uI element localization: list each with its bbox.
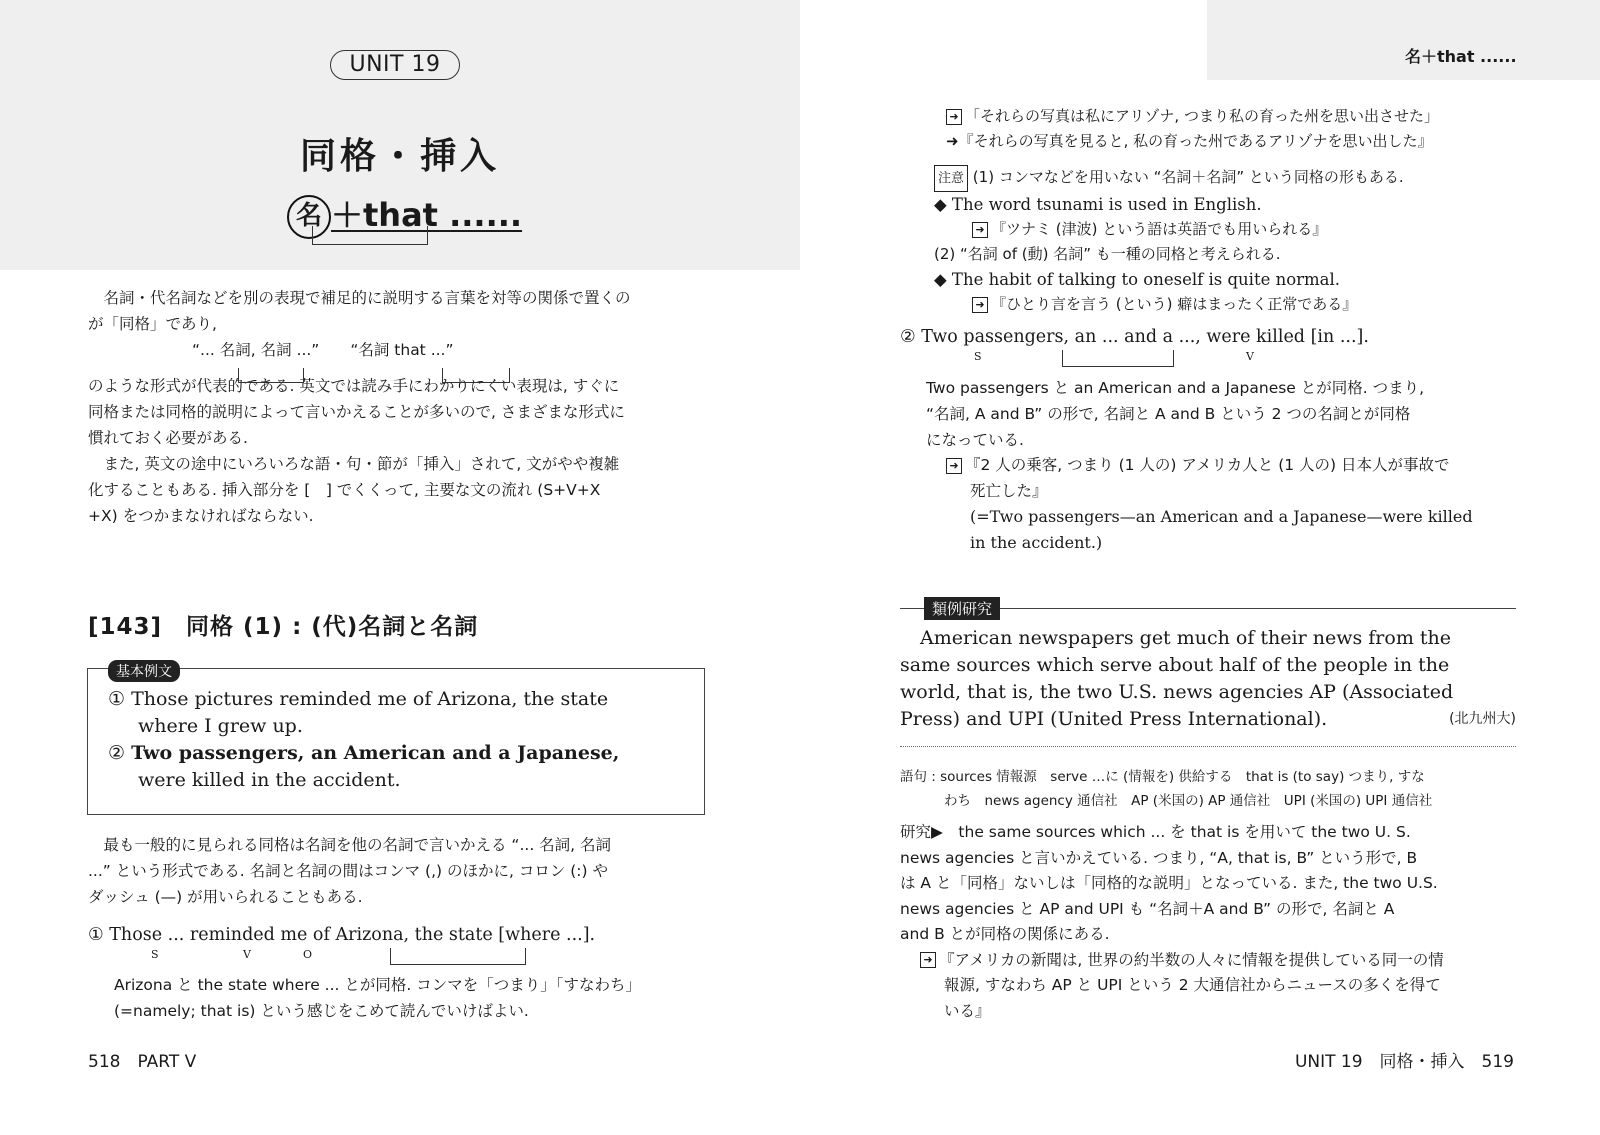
analysis-note-line: Arizona と the state where ... とが同格. コンマを「つまり」「すなわち」 xyxy=(114,976,641,994)
unit-label: UNIT 19 xyxy=(330,50,460,80)
intro-line: 名詞・代名詞などを別の表現で補足的に説明する言葉を対等の関係で置くの xyxy=(103,289,631,307)
note-section xyxy=(934,165,1524,317)
note-line: (1) コンマなどを用いない “名詞＋名詞” という同格の形もある. xyxy=(972,168,1404,186)
running-head: 名＋that ...... xyxy=(1405,47,1517,66)
study-translation-line: 『アメリカの新聞は, 世界の約半数の人々に情報を提供している同一の情 xyxy=(939,950,1444,969)
analysis-label-s: S xyxy=(151,948,159,961)
note-line: (2) “名詞 of (動) 名詞” も一種の同格と考えられる. xyxy=(934,245,1281,263)
arrow-box-icon: ➜ xyxy=(920,952,936,968)
note-translation: 『ひとり言を言う (という) 癖はまったく正常である』 xyxy=(991,295,1358,313)
arrow-box-icon: ➜ xyxy=(972,297,988,313)
rui-label: 類例研究 xyxy=(924,597,1000,620)
translation-line: 「それらの写真は私にアリゾナ, つまり私の育った州を思い出させた」 xyxy=(965,107,1439,125)
example-line: Two passengers, an American and a Japanese, xyxy=(131,742,620,764)
analysis-note-1 xyxy=(114,972,706,1024)
right-page xyxy=(800,0,1600,1135)
study-translation-line: 報源, すなわち AP と UPI という 2 大通信社からニュースの多くを得て xyxy=(944,976,1441,994)
example-item xyxy=(108,740,688,794)
example-line: were killed in the accident. xyxy=(138,769,401,791)
vocab xyxy=(900,765,1516,813)
intro-line: が「同格」であり, xyxy=(88,315,217,333)
page-footer-left: 518 PART V xyxy=(88,1052,197,1072)
study xyxy=(900,820,1516,1024)
translation-line: 『2 人の乗客, つまり (1 人の) アメリカ人と (1 人の) 日本人が事故で xyxy=(965,456,1450,474)
note-translation: 『ツナミ (津波) という語は英語でも用いられる』 xyxy=(991,220,1328,238)
example-line: Those pictures reminded me of Arizona, the state xyxy=(131,688,609,710)
study-line: news agencies と AP and UPI も “名詞＋A and B” の形で, 名詞と A xyxy=(900,899,1395,918)
intro-line: 化することもある. 挿入部分を [ ] でくくって, 主要な文の流れ (S+V+X xyxy=(88,481,601,499)
analysis-note-line: Two passengers と an American and a Japanese とが同格. つまり, xyxy=(926,379,1425,397)
noun-circle-icon: 名 xyxy=(287,195,331,239)
arrow-box-icon: ➜ xyxy=(946,458,962,474)
study-translation-line: いる』 xyxy=(944,1001,991,1020)
rui-line: same sources which serve about half of the people in the xyxy=(900,654,1450,676)
rui-divider xyxy=(900,746,1516,747)
analysis-line-1: ① Those ... reminded me of Arizona, the state [where ...]. xyxy=(88,925,596,945)
study-line: 研究▶ the same sources which ... を that is を用いて the two U. S. xyxy=(900,823,1411,841)
analysis-label-o: O xyxy=(303,948,313,961)
intro-paragraph xyxy=(88,285,704,529)
subtitle-bracket xyxy=(312,226,428,245)
arrow-box-icon: ➜ xyxy=(946,109,962,125)
unit-title: 同格・挿入 xyxy=(299,136,500,177)
study-line: and B とが同格の関係にある. xyxy=(900,925,1110,943)
formula-bracket-2 xyxy=(442,368,510,383)
explain-line: 最も一般的に見られる同格は名詞を他の名詞で言いかえる “... 名詞, 名詞 xyxy=(103,836,612,854)
translation-line: (=Two passengers—an American and a Japanese—were killed xyxy=(970,507,1473,526)
rui-line: world, that is, the two U.S. news agencies AP (Associated xyxy=(900,681,1454,703)
vocab-line: わち news agency 通信社 AP (米国の) AP 通信社 UPI (米国の) UPI 通信社 xyxy=(944,793,1433,809)
arrow-box-icon: ➜ xyxy=(972,222,988,238)
translation-2 xyxy=(946,452,1522,556)
example-box-label: 基本例文 xyxy=(108,660,180,682)
running-head-band xyxy=(1207,0,1600,80)
rui-source: (北九州大) xyxy=(1449,711,1516,727)
vocab-line: 語句 : sources 情報源 serve …に (情報を) 供給する that is (to say) つまり, すな xyxy=(900,769,1425,785)
page-footer-right: UNIT 19 同格・挿入 519 xyxy=(1294,1052,1514,1072)
analysis2-label-s: S xyxy=(974,350,982,363)
translation-1 xyxy=(946,104,1526,154)
rui-text xyxy=(900,625,1516,733)
analysis2-label-v: V xyxy=(1246,350,1254,363)
analysis-note-line: になっている. xyxy=(926,431,1024,449)
example-num: ② xyxy=(108,742,126,764)
analysis-line-2: ② Two passengers, an ... and a ..., were killed [in ...]. xyxy=(900,327,1369,347)
translation-line: in the accident.) xyxy=(970,533,1103,552)
analysis-label-v: V xyxy=(243,948,251,961)
example-line: where I grew up. xyxy=(138,715,303,737)
intro-line: のような形式が代表的である. 英文では読み手にわかりにくい表現は, すぐに xyxy=(88,377,620,395)
subtitle-rest: ＋that ...... xyxy=(331,196,523,234)
translation-line: ➜『それらの写真を見ると, 私の育った州であるアリゾナを思い出した』 xyxy=(946,132,1433,150)
analysis-note-2 xyxy=(926,375,1522,453)
intro-line: また, 英文の途中にいろいろな語・句・節が「挿入」されて, 文がやや複雑 xyxy=(103,455,620,473)
note-label: 注意 xyxy=(934,165,968,192)
study-line: news agencies と言いかえている. つまり, “A, that is, B” という形で, B xyxy=(900,848,1418,867)
intro-line: 同格または同格的説明によって言いかえることが多いので, さまざまな形式に xyxy=(88,403,625,421)
section-title: [143] 同格 (1) : (代)名詞と名詞 xyxy=(88,614,479,640)
note-example: ◆ The word tsunami is used in English. xyxy=(934,195,1262,214)
rui-line: American newspapers get much of their news from the xyxy=(920,627,1451,649)
example-item xyxy=(108,686,688,740)
analysis-note-line: (=namely; that is) という感じをこめて読んでいけばよい. xyxy=(114,1002,529,1020)
intro-formula: “... 名詞, 名詞 ...” “名詞 that ...” xyxy=(192,341,454,359)
example-num: ① xyxy=(108,688,126,710)
analysis-note-line: “名詞, A and B” の形で, 名詞と A and B という 2 つの名詞とが同格 xyxy=(926,405,1411,423)
example-list xyxy=(108,686,688,794)
translation-line: 死亡した』 xyxy=(970,482,1048,500)
intro-line: +X) をつかまなければならない. xyxy=(88,507,314,525)
analysis-bracket-1 xyxy=(390,948,526,965)
analysis2-bracket xyxy=(1062,350,1174,367)
note-example: ◆ The habit of talking to oneself is quite normal. xyxy=(934,270,1341,289)
study-line: は A と「同格」ないしは「同格的な説明」となっている. また, the two U.S. xyxy=(900,874,1438,892)
formula-bracket-1 xyxy=(238,368,304,383)
explain-paragraph xyxy=(88,832,704,910)
explain-line: ...” という形式である. 名詞と名詞の間はコンマ (,) のほかに, コロン (:) や xyxy=(88,862,608,880)
rui-line: Press) and UPI (United Press International). xyxy=(900,708,1328,730)
intro-line: 慣れておく必要がある. xyxy=(88,429,248,447)
explain-line: ダッシュ (—) が用いられることもある. xyxy=(88,888,363,906)
